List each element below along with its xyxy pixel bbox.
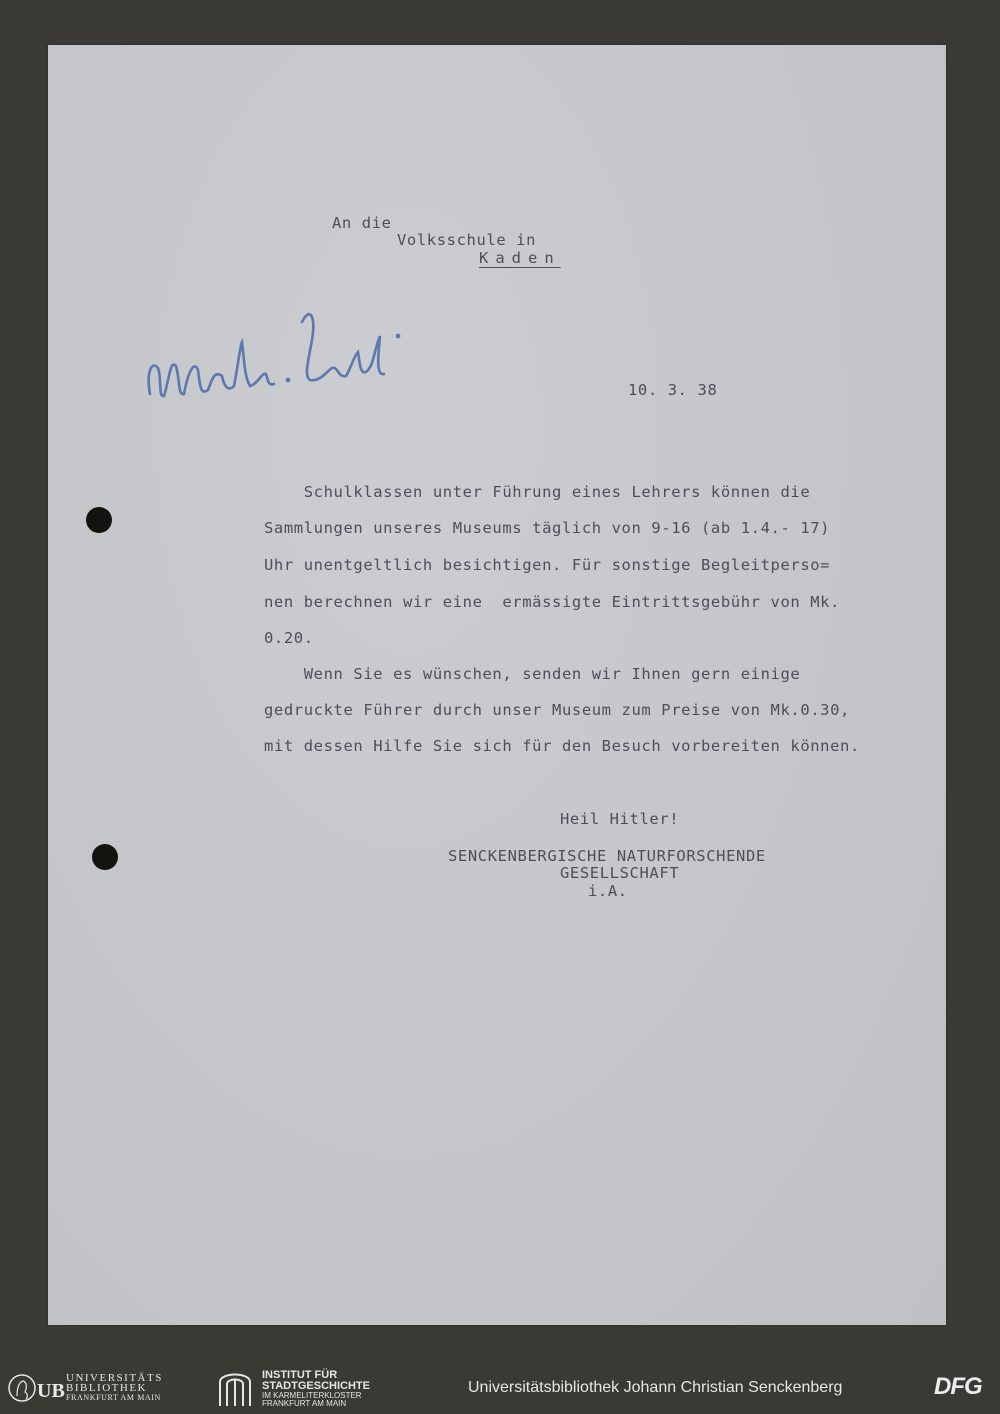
signature-ia: i.A. — [588, 882, 628, 900]
punch-hole-top — [86, 507, 112, 533]
ub-line-1: UNIVERSITÄTS — [66, 1372, 163, 1384]
ub-portrait-icon — [8, 1370, 65, 1406]
address-line-3: Kaden — [479, 249, 561, 267]
paragraph1-line: Schulklassen unter Führung eines Lehrers können die — [264, 483, 811, 501]
isg-line-1: INSTITUT FÜR — [262, 1369, 338, 1381]
footer-bar — [0, 1360, 1000, 1414]
handwritten-note — [128, 276, 408, 426]
paragraph1-line: nen berechnen wir eine ermässigte Eintrittsgebühr von Mk. — [264, 593, 841, 611]
isg-line-3: IM KARMELITERKLOSTER — [262, 1391, 362, 1400]
signature-organization-2: GESELLSCHAFT — [560, 864, 680, 882]
ub-line-3: FRANKFURT AM MAIN — [66, 1393, 161, 1402]
isg-logo[interactable] — [216, 1368, 416, 1408]
isg-line-2: STADTGESCHICHTE — [262, 1380, 370, 1392]
ub-line-2: BIBLIOTHEK — [66, 1382, 147, 1394]
punch-hole-bottom — [92, 844, 118, 870]
paragraph2-line: mit dessen Hilfe Sie sich für den Besuch vorbereiten können. — [264, 737, 860, 755]
paragraph1-line: Sammlungen unseres Museums täglich von 9-16 (ab 1.4.- 17) — [264, 519, 831, 537]
signature-organization: SENCKENBERGISCHE NATURFORSCHENDE — [448, 847, 766, 865]
dfg-logo[interactable]: DFG — [934, 1373, 982, 1400]
svg-text:UB: UB — [37, 1380, 65, 1402]
paragraph1-line: Uhr unentgeltlich besichtigen. Für sonstige Begleitperso= — [264, 556, 831, 574]
isg-line-4: FRANKFURT AM MAIN — [262, 1399, 347, 1408]
address-line-2: Volksschule in — [397, 231, 537, 249]
ub-logo[interactable] — [8, 1370, 208, 1406]
closing-salutation: Heil Hitler! — [560, 810, 680, 828]
letter-date: 10. 3. 38 — [628, 381, 718, 399]
paragraph1-line: 0.20. — [264, 629, 314, 647]
paragraph2-line: gedruckte Führer durch unser Museum zum Preise von Mk.0.30, — [264, 701, 850, 719]
footer-caption[interactable]: Universitätsbibliothek Johann Christian Senckenberg — [468, 1379, 843, 1396]
address-line-1: An die — [332, 214, 392, 232]
arch-window-icon — [216, 1368, 254, 1408]
paragraph2-line: Wenn Sie es wünschen, senden wir Ihnen gern einige — [264, 665, 801, 683]
